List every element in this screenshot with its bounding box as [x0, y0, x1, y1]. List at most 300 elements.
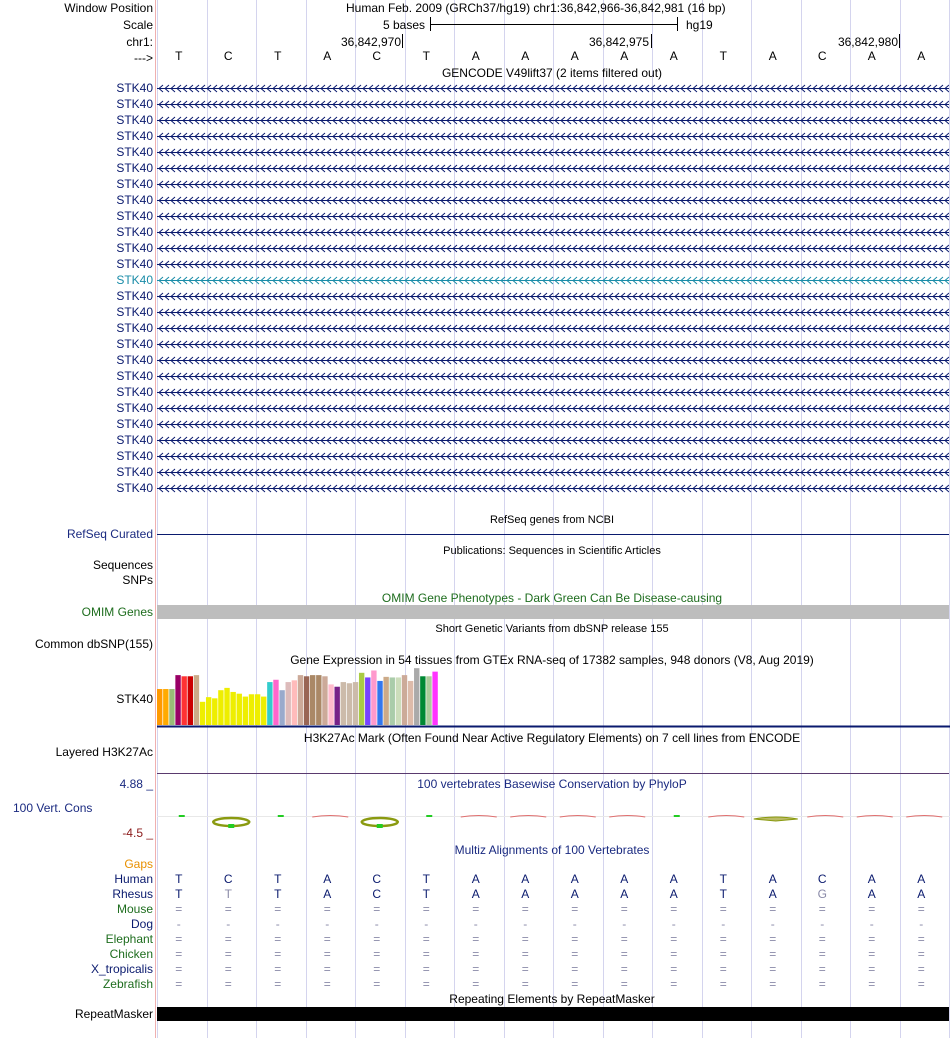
multiz-aligned-base: =: [719, 977, 727, 991]
gtex-tissue-bar[interactable]: [243, 697, 248, 725]
gencode-gene-feature[interactable]: [157, 449, 949, 463]
position-tick-2: [651, 34, 652, 48]
gencode-gene-label[interactable]: STK40: [116, 305, 153, 319]
multiz-aligned-base: =: [917, 977, 925, 991]
multiz-aligned-base: =: [719, 947, 727, 961]
gtex-tissue-bar[interactable]: [175, 675, 180, 725]
gtex-tissue-bar[interactable]: [279, 690, 284, 725]
multiz-aligned-base: -: [424, 917, 429, 931]
gencode-gene-feature[interactable]: [157, 321, 949, 335]
multiz-aligned-base: -: [226, 917, 231, 931]
multiz-aligned-base: A: [570, 872, 579, 886]
gencode-gene-label[interactable]: STK40: [116, 161, 153, 175]
multiz-aligned-base: =: [620, 962, 628, 976]
multiz-aligned-base: =: [769, 902, 777, 916]
multiz-aligned-base: =: [224, 902, 232, 916]
multiz-aligned-base: T: [422, 872, 430, 886]
scale-bar-right-tick: [677, 17, 678, 31]
multiz-aligned-base: T: [175, 872, 183, 886]
multiz-aligned-base: =: [373, 962, 381, 976]
multiz-species-label[interactable]: Zebrafish: [102, 977, 153, 991]
omim-track-bar[interactable]: [157, 605, 949, 619]
gtex-tissue-bar[interactable]: [255, 694, 260, 725]
repeatmasker-bar[interactable]: [157, 1007, 949, 1021]
gencode-gene-feature[interactable]: [157, 113, 949, 127]
multiz-aligned-base: =: [917, 932, 925, 946]
reference-base: C: [223, 49, 233, 63]
multiz-aligned-base: =: [175, 902, 183, 916]
reference-base: C: [372, 49, 382, 63]
multiz-aligned-base: T: [274, 887, 282, 901]
multiz-aligned-base: =: [917, 962, 925, 976]
gtex-tissue-bar[interactable]: [230, 692, 235, 725]
gencode-gene-feature[interactable]: [157, 273, 949, 287]
strand-label: --->: [134, 51, 153, 65]
scale-bar: [430, 24, 677, 25]
multiz-species-label[interactable]: Elephant: [105, 932, 153, 946]
multiz-aligned-base: =: [769, 977, 777, 991]
gtex-tissue-bar[interactable]: [402, 675, 407, 725]
reference-base: A: [570, 49, 579, 63]
repeatmasker-track-label[interactable]: RepeatMasker: [74, 1007, 153, 1021]
conservation-positive-mark: [674, 815, 680, 817]
gencode-gene-feature[interactable]: [157, 257, 949, 271]
gtex-tissue-bar[interactable]: [316, 675, 321, 725]
multiz-aligned-base: A: [471, 887, 480, 901]
gtex-tissue-bar[interactable]: [359, 673, 364, 725]
gtex-tissue-bar[interactable]: [390, 677, 395, 725]
multiz-track-title[interactable]: Multiz Alignments of 100 Vertebrates: [454, 843, 650, 857]
multiz-aligned-base: A: [323, 887, 332, 901]
conservation-ymax: 4.88 _: [119, 777, 153, 791]
gencode-gene-label[interactable]: STK40: [116, 209, 153, 223]
conservation-positive-mark: [278, 815, 284, 817]
gencode-gene-feature[interactable]: [157, 401, 949, 415]
multiz-aligned-base: =: [175, 962, 183, 976]
multiz-aligned-base: A: [521, 887, 530, 901]
gencode-gene-feature[interactable]: [157, 369, 949, 383]
multiz-aligned-base: =: [472, 902, 480, 916]
multiz-aligned-base: =: [571, 977, 579, 991]
refseq-track-line[interactable]: [157, 534, 949, 535]
multiz-aligned-base: =: [670, 947, 678, 961]
multiz-aligned-base: A: [620, 872, 629, 886]
reference-base: T: [274, 49, 282, 63]
multiz-aligned-base: C: [372, 872, 382, 886]
position-tick-3: [899, 34, 900, 48]
multiz-aligned-base: =: [373, 947, 381, 961]
gtex-tissue-bar[interactable]: [371, 670, 376, 725]
gtex-tissue-bar[interactable]: [286, 682, 291, 725]
multiz-aligned-base: -: [820, 917, 825, 931]
gtex-tissue-bar[interactable]: [267, 682, 272, 725]
conservation-positive-mark: [426, 815, 432, 817]
reference-base: A: [768, 49, 777, 63]
gencode-gene-label[interactable]: STK40: [116, 129, 153, 143]
gtex-tissue-bar[interactable]: [261, 697, 266, 725]
multiz-aligned-base: -: [671, 917, 676, 931]
multiz-aligned-base: =: [670, 977, 678, 991]
conservation-track-title[interactable]: 100 vertebrates Basewise Conservation by PhyloP: [417, 777, 687, 791]
conservation-logo-mark: [754, 817, 798, 821]
gencode-gene-feature[interactable]: [157, 417, 949, 431]
reference-base: T: [422, 49, 430, 63]
gencode-gene-feature[interactable]: [157, 353, 949, 367]
multiz-aligned-base: =: [422, 962, 430, 976]
multiz-aligned-base: -: [869, 917, 874, 931]
multiz-aligned-base: =: [620, 977, 628, 991]
multiz-aligned-base: -: [721, 917, 726, 931]
multiz-aligned-base: =: [422, 932, 430, 946]
gencode-gene-feature[interactable]: [157, 129, 949, 143]
gtex-tissue-bar[interactable]: [200, 702, 205, 725]
gtex-tissue-bar[interactable]: [396, 677, 401, 725]
gencode-gene-feature[interactable]: [157, 145, 949, 159]
conservation-track-label[interactable]: 100 Vert. Cons: [13, 801, 93, 815]
gtex-tissue-bar[interactable]: [328, 684, 333, 725]
multiz-aligned-base: =: [868, 962, 876, 976]
chrom-label: chr1:: [126, 35, 153, 49]
gencode-gene-feature[interactable]: [157, 241, 949, 255]
multiz-aligned-base: =: [323, 932, 331, 946]
multiz-aligned-base: =: [224, 962, 232, 976]
multiz-aligned-base: =: [323, 947, 331, 961]
multiz-aligned-base: -: [325, 917, 330, 931]
multiz-aligned-base: =: [274, 902, 282, 916]
multiz-aligned-base: -: [919, 917, 924, 931]
multiz-aligned-base: =: [868, 977, 876, 991]
gtex-tissue-bar[interactable]: [420, 676, 425, 725]
position-label-3: 36,842,980: [837, 35, 898, 49]
gencode-gene-label[interactable]: STK40: [116, 385, 153, 399]
gencode-gene-label[interactable]: STK40: [116, 241, 153, 255]
multiz-species-label[interactable]: Rhesus: [112, 887, 153, 901]
multiz-aligned-base: A: [867, 872, 876, 886]
gtex-tissue-bar[interactable]: [157, 689, 162, 725]
gtex-tissue-bar[interactable]: [334, 687, 339, 725]
gencode-gene-feature[interactable]: [157, 177, 949, 191]
gencode-gene-label[interactable]: STK40: [116, 193, 153, 207]
multiz-aligned-base: A: [521, 872, 530, 886]
gtex-tissue-bar[interactable]: [432, 672, 437, 725]
gencode-gene-label[interactable]: STK40: [116, 273, 153, 287]
gencode-gene-label[interactable]: STK40: [116, 433, 153, 447]
multiz-aligned-base: -: [523, 917, 528, 931]
multiz-aligned-base: =: [274, 947, 282, 961]
multiz-aligned-base: =: [472, 977, 480, 991]
position-label-1: 36,842,970: [340, 35, 401, 49]
reference-base: A: [867, 49, 876, 63]
gencode-gene-label[interactable]: STK40: [116, 225, 153, 239]
multiz-aligned-base: =: [175, 932, 183, 946]
multiz-aligned-base: -: [473, 917, 478, 931]
multiz-aligned-base: A: [669, 872, 678, 886]
multiz-aligned-base: A: [323, 872, 332, 886]
multiz-aligned-base: =: [917, 947, 925, 961]
multiz-aligned-base: G: [817, 887, 827, 901]
scale-assembly: hg19: [686, 18, 713, 32]
multiz-aligned-base: =: [274, 962, 282, 976]
gtex-tissue-bar[interactable]: [292, 680, 297, 725]
position-label-2: 36,842,975: [588, 35, 649, 49]
gtex-tissue-bar[interactable]: [169, 689, 174, 725]
gtex-tissue-bar[interactable]: [341, 682, 346, 725]
gtex-tissue-bar[interactable]: [163, 689, 168, 725]
gencode-gene-label[interactable]: STK40: [116, 481, 153, 495]
multiz-aligned-base: =: [472, 932, 480, 946]
h3k27ac-track-title[interactable]: H3K27Ac Mark (Often Found Near Active Regulatory Elements) on 7 cell lines from ENCODE: [303, 731, 801, 745]
multiz-aligned-base: A: [620, 887, 629, 901]
repeatmasker-track-title[interactable]: Repeating Elements by RepeatMasker: [449, 992, 655, 1006]
multiz-aligned-base: =: [620, 902, 628, 916]
gencode-gene-label[interactable]: STK40: [116, 337, 153, 351]
conservation-positive-mark: [377, 824, 383, 828]
gencode-gene-feature[interactable]: [157, 81, 949, 95]
multiz-aligned-base: =: [571, 902, 579, 916]
multiz-aligned-base: =: [373, 932, 381, 946]
multiz-aligned-base: =: [323, 977, 331, 991]
gencode-gene-label[interactable]: STK40: [116, 97, 153, 111]
multiz-aligned-base: =: [323, 902, 331, 916]
scale-label: Scale: [122, 18, 153, 32]
multiz-aligned-base: A: [917, 872, 926, 886]
gencode-gene-feature[interactable]: [157, 465, 949, 479]
refseq-track-label[interactable]: RefSeq Curated: [66, 527, 153, 541]
gencode-gene-feature[interactable]: [157, 385, 949, 399]
multiz-aligned-base: =: [472, 962, 480, 976]
scale-bar-left-tick: [430, 17, 431, 31]
multiz-aligned-base: -: [374, 917, 379, 931]
multiz-aligned-base: =: [422, 977, 430, 991]
gtex-tissue-bar[interactable]: [188, 676, 193, 725]
reference-base: A: [323, 49, 332, 63]
multiz-aligned-base: A: [768, 887, 777, 901]
multiz-aligned-base: =: [917, 902, 925, 916]
multiz-aligned-base: =: [422, 947, 430, 961]
gtex-tissue-bar[interactable]: [377, 681, 382, 725]
multiz-aligned-base: T: [224, 887, 232, 901]
gtex-tissue-bar[interactable]: [414, 668, 419, 725]
multiz-aligned-base: =: [670, 962, 678, 976]
multiz-aligned-base: -: [622, 917, 627, 931]
multiz-aligned-base: =: [274, 977, 282, 991]
multiz-aligned-base: =: [719, 932, 727, 946]
multiz-aligned-base: =: [224, 947, 232, 961]
multiz-aligned-base: A: [471, 872, 480, 886]
multiz-species-label[interactable]: Human: [114, 872, 153, 886]
gtex-tissue-bar[interactable]: [249, 694, 254, 725]
multiz-species-label[interactable]: Mouse: [116, 902, 153, 916]
reference-base: A: [669, 49, 678, 63]
reference-base: A: [917, 49, 926, 63]
multiz-aligned-base: =: [620, 947, 628, 961]
multiz-aligned-base: T: [719, 872, 727, 886]
reference-base: A: [521, 49, 530, 63]
gencode-gene-label[interactable]: STK40: [116, 417, 153, 431]
publications-snps-label[interactable]: SNPs: [122, 573, 153, 587]
multiz-aligned-base: =: [818, 932, 826, 946]
gtex-tissue-bar[interactable]: [365, 677, 370, 725]
multiz-aligned-base: =: [521, 932, 529, 946]
multiz-aligned-base: T: [422, 887, 430, 901]
gencode-gene-feature[interactable]: [157, 481, 949, 495]
gencode-gene-label[interactable]: STK40: [116, 257, 153, 271]
multiz-species-label[interactable]: Chicken: [109, 947, 153, 961]
gencode-gene-label[interactable]: STK40: [116, 321, 153, 335]
omim-track-title[interactable]: OMIM Gene Phenotypes - Dark Green Can Be Disease-causing: [381, 591, 723, 605]
reference-base: A: [620, 49, 629, 63]
multiz-aligned-base: =: [571, 932, 579, 946]
gtex-tissue-bar[interactable]: [322, 676, 327, 725]
window-position-label: Window Position: [64, 1, 153, 15]
gtex-tissue-bar[interactable]: [298, 675, 303, 725]
publications-sequences-label[interactable]: Sequences: [92, 558, 153, 572]
dbsnp-track-label[interactable]: Common dbSNP(155): [34, 637, 153, 651]
conservation-ymin: -4.5 _: [122, 826, 153, 840]
multiz-aligned-base: =: [175, 977, 183, 991]
gencode-gene-label[interactable]: STK40: [116, 369, 153, 383]
gtex-tissue-bar[interactable]: [224, 688, 229, 725]
omim-track-label[interactable]: OMIM Genes: [81, 605, 153, 619]
multiz-aligned-base: A: [768, 872, 777, 886]
multiz-aligned-base: =: [868, 902, 876, 916]
scale-text: 5 bases: [382, 18, 425, 32]
multiz-aligned-base: =: [818, 977, 826, 991]
multiz-aligned-base: =: [818, 962, 826, 976]
multiz-aligned-base: =: [818, 947, 826, 961]
gencode-gene-label[interactable]: STK40: [116, 113, 153, 127]
gencode-gene-label[interactable]: STK40: [116, 81, 153, 95]
multiz-aligned-base: C: [372, 887, 382, 901]
gencode-gene-feature[interactable]: [157, 433, 949, 447]
multiz-aligned-base: =: [719, 902, 727, 916]
multiz-aligned-base: =: [422, 902, 430, 916]
h3k27ac-baseline: [157, 773, 949, 774]
multiz-aligned-base: =: [323, 962, 331, 976]
gtex-tissue-bar[interactable]: [194, 675, 199, 725]
multiz-aligned-base: A: [917, 887, 926, 901]
gencode-gene-label[interactable]: STK40: [116, 177, 153, 191]
conservation-positive-mark: [179, 815, 185, 817]
multiz-aligned-base: =: [868, 932, 876, 946]
gtex-tissue-bar[interactable]: [237, 694, 242, 725]
reference-base: C: [817, 49, 827, 63]
multiz-aligned-base: -: [176, 917, 181, 931]
gtex-tissue-bar[interactable]: [383, 677, 388, 725]
gencode-gene-label[interactable]: STK40: [116, 465, 153, 479]
reference-base: A: [471, 49, 480, 63]
conservation-positive-mark: [228, 824, 234, 828]
gtex-tissue-bar[interactable]: [310, 675, 315, 725]
multiz-aligned-base: =: [521, 977, 529, 991]
reference-base: T: [175, 49, 183, 63]
multiz-aligned-base: T: [274, 872, 282, 886]
multiz-aligned-base: =: [373, 902, 381, 916]
gtex-tissue-bar[interactable]: [206, 697, 211, 725]
multiz-aligned-base: =: [769, 932, 777, 946]
gencode-gene-label[interactable]: STK40: [116, 353, 153, 367]
multiz-aligned-base: =: [818, 902, 826, 916]
multiz-aligned-base: =: [373, 977, 381, 991]
gencode-gene-label[interactable]: STK40: [116, 145, 153, 159]
multiz-aligned-base: =: [670, 902, 678, 916]
multiz-aligned-base: =: [274, 932, 282, 946]
gencode-gene-feature[interactable]: [157, 97, 949, 111]
gtex-tissue-bar[interactable]: [353, 682, 358, 725]
multiz-aligned-base: A: [669, 887, 678, 901]
multiz-aligned-base: =: [719, 962, 727, 976]
multiz-aligned-base: =: [670, 932, 678, 946]
multiz-aligned-base: A: [867, 887, 876, 901]
multiz-aligned-base: =: [224, 932, 232, 946]
gtex-tissue-bar[interactable]: [273, 680, 278, 725]
window-position-value: Human Feb. 2009 (GRCh37/hg19) chr1:36,842,966-36,842,981 (16 bp): [346, 1, 726, 15]
multiz-aligned-base: =: [868, 947, 876, 961]
multiz-aligned-base: =: [571, 947, 579, 961]
gtex-tissue-bar[interactable]: [408, 681, 413, 725]
gtex-tissue-bar[interactable]: [426, 676, 431, 725]
refseq-track-title[interactable]: RefSeq genes from NCBI: [489, 514, 615, 526]
multiz-aligned-base: =: [620, 932, 628, 946]
gtex-tissue-bar[interactable]: [212, 698, 217, 725]
multiz-aligned-base: =: [571, 962, 579, 976]
multiz-aligned-base: C: [817, 872, 827, 886]
gencode-gene-label[interactable]: STK40: [116, 289, 153, 303]
multiz-species-label[interactable]: Dog: [130, 917, 153, 931]
gencode-gene-feature[interactable]: [157, 161, 949, 175]
gencode-track-title[interactable]: GENCODE V49lift37 (2 items filtered out): [441, 66, 663, 80]
multiz-species-label[interactable]: X_tropicalis: [90, 962, 153, 976]
multiz-aligned-base: -: [572, 917, 577, 931]
gtex-tissue-bar[interactable]: [347, 683, 352, 725]
gencode-gene-feature[interactable]: [157, 193, 949, 207]
gtex-track-label[interactable]: STK40: [116, 692, 153, 706]
multiz-aligned-base: =: [521, 902, 529, 916]
gencode-gene-feature[interactable]: [157, 209, 949, 223]
multiz-gaps-label[interactable]: Gaps: [124, 857, 153, 871]
multiz-aligned-base: T: [175, 887, 183, 901]
gencode-gene-feature[interactable]: [157, 289, 949, 303]
multiz-aligned-base: -: [275, 917, 280, 931]
gtex-tissue-bar[interactable]: [181, 676, 186, 725]
multiz-aligned-base: =: [472, 947, 480, 961]
multiz-aligned-base: =: [769, 947, 777, 961]
multiz-aligned-base: T: [719, 887, 727, 901]
gencode-gene-feature[interactable]: [157, 305, 949, 319]
multiz-aligned-base: =: [521, 947, 529, 961]
multiz-aligned-base: -: [770, 917, 775, 931]
reference-base: T: [719, 49, 727, 63]
position-tick-1: [402, 34, 403, 48]
gencode-gene-label[interactable]: STK40: [116, 401, 153, 415]
gtex-track-title[interactable]: Gene Expression in 54 tissues from GTEx RNA-seq of 17382 samples, 948 donors (V8, Aug 2019): [290, 653, 814, 667]
publications-track-title[interactable]: Publications: Sequences in Scientific Articles: [443, 545, 661, 557]
gencode-gene-feature[interactable]: [157, 225, 949, 239]
gencode-gene-feature[interactable]: [157, 337, 949, 351]
h3k27ac-track-label[interactable]: Layered H3K27Ac: [55, 745, 153, 759]
multiz-aligned-base: A: [570, 887, 579, 901]
multiz-aligned-base: =: [224, 977, 232, 991]
multiz-aligned-base: C: [223, 872, 233, 886]
multiz-aligned-base: =: [175, 947, 183, 961]
dbsnp-track-title[interactable]: Short Genetic Variants from dbSNP release 155: [435, 623, 669, 635]
gtex-tissue-bar[interactable]: [218, 690, 223, 725]
conservation-plot[interactable]: [0, 806, 950, 832]
gtex-tissue-bar[interactable]: [304, 676, 309, 725]
gtex-expression-chart[interactable]: [0, 667, 950, 729]
gencode-gene-label[interactable]: STK40: [116, 449, 153, 463]
multiz-aligned-base: =: [521, 962, 529, 976]
